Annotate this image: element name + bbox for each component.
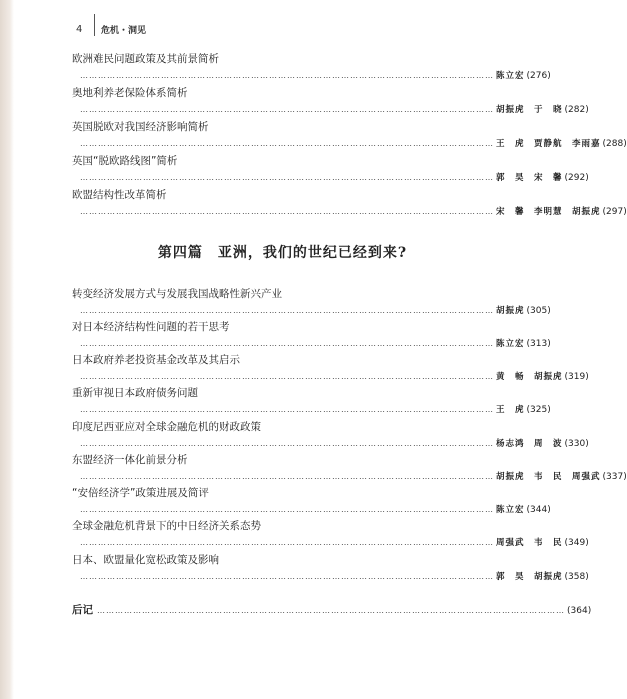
leader-dots: ………………………………………………………………………………………………………………………… (80, 538, 494, 547)
toc-entry-author: 宋 馨 李明慧 胡振虎 (496, 207, 601, 217)
leader-dots: ………………………………………………………………………………………………………………………… (80, 207, 494, 216)
toc-entry[interactable] (72, 154, 589, 185)
toc-entry[interactable] (72, 86, 589, 117)
toc-entry[interactable] (72, 420, 589, 451)
toc-entry-page: (325) (526, 405, 551, 415)
toc-entry-page: (292) (564, 173, 589, 183)
toc-entry[interactable] (72, 453, 627, 484)
leader-dots: ………………………………………………………………………………………………………………………… (80, 173, 494, 182)
toc-entry-page: (330) (564, 439, 589, 449)
toc-entry-title: 对日本经济结构性问题的若干思考 (72, 321, 230, 333)
toc-entry-page: (282) (564, 105, 589, 115)
toc-entry[interactable] (72, 52, 551, 83)
toc-entry-author: 王 虎 (496, 405, 525, 415)
toc-entry-title: 印度尼西亚应对全球金融危机的财政政策 (72, 421, 261, 433)
toc-entry-title: 日本政府养老投资基金改革及其启示 (72, 354, 240, 366)
toc-entry-page: (288) (602, 139, 627, 149)
toc-entry-author: 胡振虎 韦 民 周强武 (496, 472, 601, 482)
toc-entry-author: 胡振虎 (496, 306, 525, 316)
toc-entry-afterword[interactable] (72, 602, 592, 617)
toc-entry-title: 后记 (72, 604, 93, 616)
leader-dots: ………………………………………………………………………………………………………………………… (80, 71, 494, 80)
page-spine-shadow (0, 0, 14, 699)
toc-entry[interactable] (72, 486, 551, 517)
toc-entry-author: 陈立宏 (496, 339, 525, 349)
toc-entry-title: 英国“脱欧路线图”简析 (72, 155, 178, 167)
toc-entry[interactable] (72, 553, 589, 584)
toc-entry-title: 英国脱欧对我国经济影响简析 (72, 121, 209, 133)
toc-entry-title: 日本、欧盟量化宽松政策及影响 (72, 554, 219, 566)
toc-entry-page: (337) (602, 472, 627, 482)
book-title: 危机・洞见 (101, 25, 147, 36)
toc-entry-page: (305) (526, 306, 551, 316)
toc-entry[interactable] (72, 386, 551, 417)
toc-entry[interactable] (72, 519, 589, 550)
toc-entry[interactable] (72, 188, 627, 219)
toc-entry-page: (364) (567, 606, 592, 616)
toc-entry-author: 黄 畅 胡振虎 (496, 372, 563, 382)
toc-entry-author: 胡振虎 于 晓 (496, 105, 563, 115)
page-number: 4 (76, 23, 83, 35)
toc-entry-page: (297) (602, 207, 627, 217)
leader-dots: ………………………………………………………………………………………………………………………………………… (97, 606, 565, 615)
toc-entry-title: 欧盟结构性改革简析 (72, 189, 167, 201)
leader-dots: ………………………………………………………………………………………………………………………… (80, 439, 494, 448)
toc-entry-author: 周强武 韦 民 (496, 538, 563, 548)
toc-entry-title: 转变经济发展方式与发展我国战略性新兴产业 (72, 288, 282, 300)
toc-entry-author: 陈立宏 (496, 505, 525, 515)
toc-entry-page: (344) (526, 505, 551, 515)
leader-dots: ………………………………………………………………………………………………………………………… (80, 339, 494, 348)
leader-dots: ………………………………………………………………………………………………………………………… (80, 472, 494, 481)
toc-entry-title: 欧洲难民问题政策及其前景简析 (72, 53, 219, 65)
toc-entry-page: (349) (564, 538, 589, 548)
toc-entry-page: (358) (564, 572, 589, 582)
toc-entry-title: 东盟经济一体化前景分析 (72, 454, 188, 466)
leader-dots: ………………………………………………………………………………………………………………………… (80, 306, 494, 315)
toc-entry-author: 杨志鸿 周 波 (496, 439, 563, 449)
header-divider (94, 14, 95, 36)
toc-entry-title: “安倍经济学”政策进展及简评 (72, 487, 209, 499)
leader-dots: ………………………………………………………………………………………………………………………… (80, 372, 494, 381)
toc-entry-author: 郭 昊 宋 馨 (496, 173, 563, 183)
toc-entry[interactable] (72, 120, 627, 151)
leader-dots: ………………………………………………………………………………………………………………………… (80, 505, 494, 514)
leader-dots: ………………………………………………………………………………………………………………………… (80, 572, 494, 581)
toc-entry-author: 王 虎 贾静航 李雨嘉 (496, 139, 601, 149)
toc-entry-page: (313) (526, 339, 551, 349)
toc-entry-title: 重新审视日本政府债务问题 (72, 387, 198, 399)
toc-entry-page: (276) (526, 71, 551, 81)
toc-entry-title: 全球金融危机背景下的中日经济关系态势 (72, 520, 261, 532)
toc-entry[interactable] (72, 287, 551, 318)
toc-entry-author: 郭 昊 胡振虎 (496, 572, 563, 582)
leader-dots: ………………………………………………………………………………………………………………………… (80, 105, 494, 114)
leader-dots: ………………………………………………………………………………………………………………………… (80, 139, 494, 148)
toc-entry-page: (319) (564, 372, 589, 382)
toc-entry-title: 奥地利养老保险体系简析 (72, 87, 188, 99)
leader-dots: ………………………………………………………………………………………………………………………… (80, 405, 494, 414)
toc-entry-author: 陈立宏 (496, 71, 525, 81)
toc-entry[interactable] (72, 353, 589, 384)
part-heading: 第四篇 亚洲，我们的世纪已经到来? (157, 245, 408, 261)
running-head (76, 18, 146, 40)
toc-entry[interactable] (72, 320, 551, 351)
